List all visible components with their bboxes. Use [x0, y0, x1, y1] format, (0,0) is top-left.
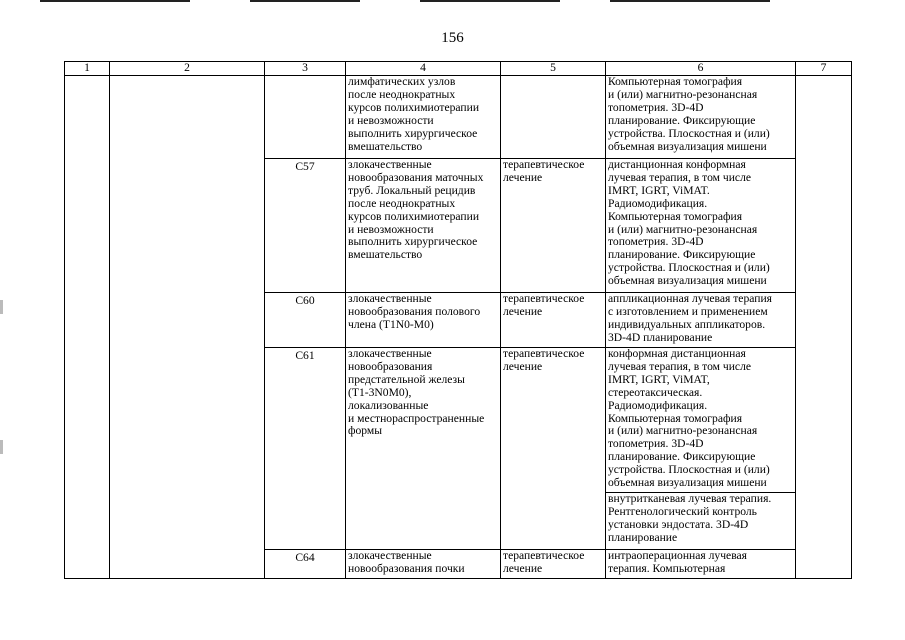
treatment-method: дистанционная конформная лучевая терапия, в том числе IMRT, IGRT, ViMAT. Радиомодификация. Компьютерная томография и (или) магнитно-резонансная топометрия. 3D-4D планирование. Фиксирующие устройства. Плоскостная и (или) объемная визуализация мишени — [606, 159, 796, 293]
diagnosis-code: C64 — [265, 550, 346, 579]
diagnosis-text: злокачественные новообразования предстательной железы (T1-3N0M0), локализованные и местнораспространенные формы — [346, 348, 501, 550]
diagnosis-text: лимфатических узлов после неоднократных курсов полихимиотерапии и невозможности выполнить хирургическое вмешательство — [346, 76, 501, 159]
column-header: 2 — [110, 62, 265, 76]
column-header: 1 — [65, 62, 110, 76]
column-header: 5 — [501, 62, 606, 76]
treatment-method: конформная дистанционная лучевая терапия, в том числе IMRT, IGRT, ViMAT, стереотаксическая. Радиомодификация. Компьютерная томография и (или) магнитно-резонансная топометрия. 3D-4D планирование. Фиксирующие устройства. Плоскостная и (или) объемная визуализация мишени — [606, 348, 796, 493]
treatment-method: интраоперационная лучевая терапия. Компьютерная — [606, 550, 796, 579]
table-row — [65, 76, 852, 159]
column-header: 4 — [346, 62, 501, 76]
treatment-method: Компьютерная томография и (или) магнитно-резонансная топометрия. 3D-4D планирование. Фиксирующие устройства. Плоскостная и (или) объемная визуализация мишени — [606, 76, 796, 159]
treatment-method: аппликационная лучевая терапия с изготовлением и применением индивидуальных аппликаторов. 3D-4D планирование — [606, 293, 796, 348]
treatment-type: терапевтическое лечение — [501, 348, 606, 550]
cell-col7 — [796, 76, 852, 579]
column-header: 6 — [606, 62, 796, 76]
diagnosis-text: злокачественные новообразования почки — [346, 550, 501, 579]
header-row — [65, 62, 852, 76]
column-header: 3 — [265, 62, 346, 76]
treatment-type: терапевтическое лечение — [501, 550, 606, 579]
scan-mark — [0, 440, 3, 454]
diagnosis-code: C61 — [265, 348, 346, 550]
treatment-type: терапевтическое лечение — [501, 293, 606, 348]
diagnosis-code — [265, 76, 346, 159]
top-border — [0, 0, 905, 2]
services-table — [64, 61, 852, 579]
scan-mark — [0, 300, 3, 314]
column-header: 7 — [796, 62, 852, 76]
diagnosis-code: C57 — [265, 159, 346, 293]
page-number: 156 — [441, 30, 464, 46]
diagnosis-code: C60 — [265, 293, 346, 348]
diagnosis-text: злокачественные новообразования маточных труб. Локальный рецидив после неоднократных курсов полихимиотерапии и невозможности выполнить хирургическое вмешательство — [346, 159, 501, 293]
cell-col2 — [110, 76, 265, 579]
treatment-type — [501, 76, 606, 159]
treatment-method: внутритканевая лучевая терапия. Рентгенологический контроль установки эндостата. 3D-4D планирование — [606, 493, 796, 550]
treatment-type: терапевтическое лечение — [501, 159, 606, 293]
diagnosis-text: злокачественные новообразования полового члена (T1N0-M0) — [346, 293, 501, 348]
cell-col1 — [65, 76, 110, 579]
